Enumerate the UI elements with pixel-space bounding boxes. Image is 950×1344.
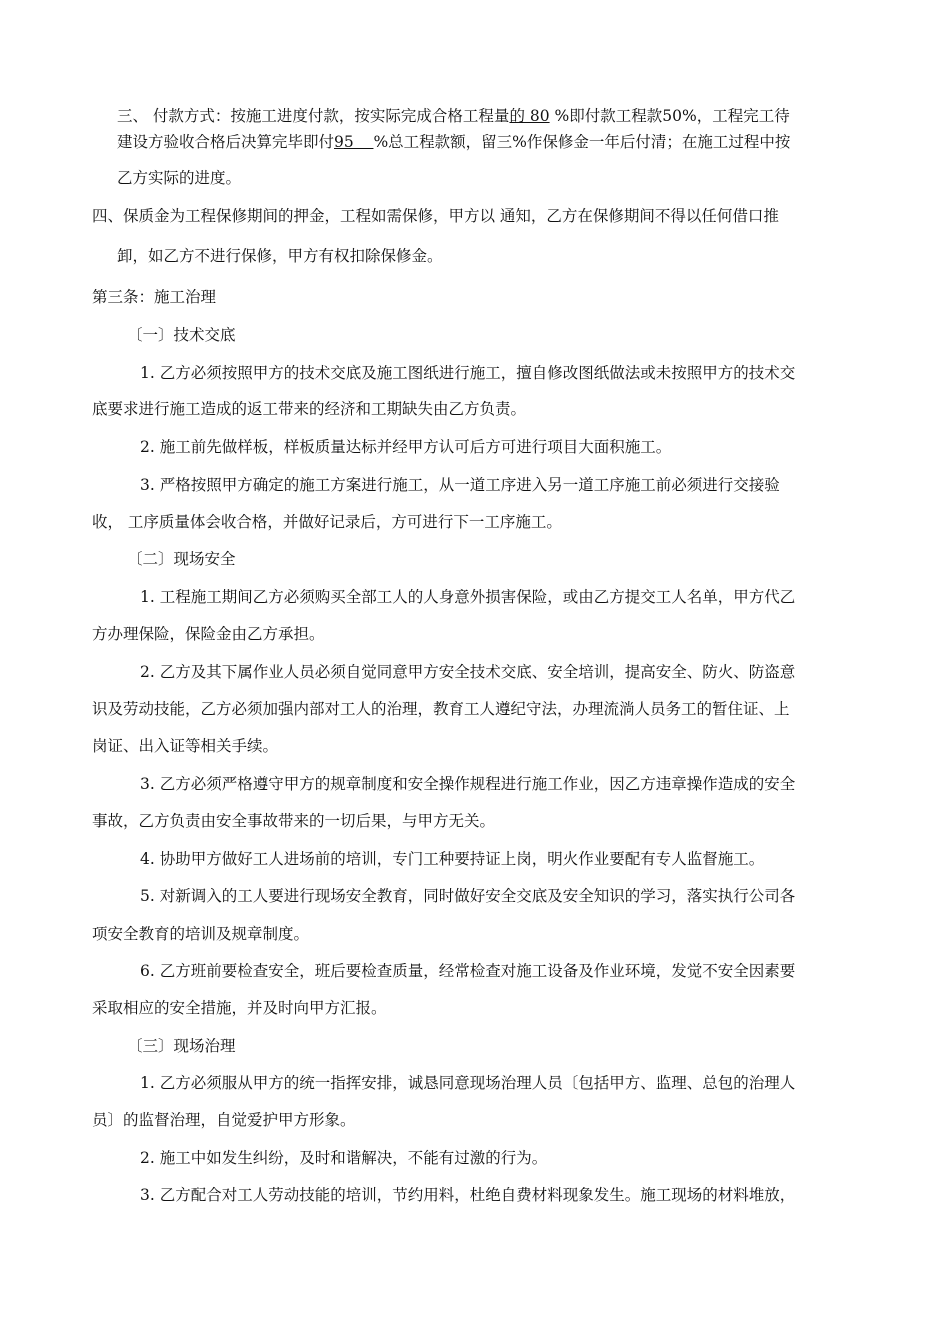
payment-terms-line-3: 乙方实际的进度。: [117, 169, 242, 187]
list-item: 1. 工程施工期间乙方必须购买全部工人的人身意外损害保险，或由乙方提交工人名单，甲方代乙: [140, 588, 796, 606]
article-heading: 第三条：施工治理: [92, 288, 217, 306]
list-item: 5. 对新调入的工人要进行现场安全教育，同时做好安全交底及安全知识的学习，落实执行公司各: [140, 887, 796, 905]
list-item: 6. 乙方班前要检查安全，班后要检查质量，经常检查对施工设备及作业环境，发觉不安全因素要: [140, 962, 796, 980]
list-item-continuation: 员〕的监督治理，自觉爱护甲方形象。: [92, 1111, 356, 1129]
list-item-continuation: 项安全教育的培训及规章制度。: [92, 925, 310, 943]
subsection-heading-3: 〔三〕现场治理: [127, 1037, 236, 1055]
list-item: 1. 乙方必须按照甲方的技术交底及施工图纸进行施工，擅自修改图纸做法或未按照甲方的技术交: [140, 364, 796, 382]
list-item-continuation: 岗证、出入证等相关手续。: [92, 737, 279, 755]
list-item-continuation: 事故，乙方负责由安全事故带来的一切后果，与甲方无关。: [92, 812, 496, 830]
list-item: 3. 严格按照甲方确定的施工方案进行施工，从一道工序进入另一道工序施工前必须进行交接验: [140, 476, 780, 494]
deposit-clause-line-2: 卸，如乙方不进行保修，甲方有权扣除保修金。: [117, 247, 443, 265]
list-item: 4. 协助甲方做好工人进场前的培训，专门工种要持证上岗，明火作业要配有专人监督施工。: [140, 850, 765, 868]
list-item-continuation: 底要求进行施工造成的返工带来的经济和工期缺失由乙方负责。: [92, 400, 527, 418]
list-item-continuation: 方办理保险，保险金由乙方承担。: [92, 625, 325, 643]
payment-terms-line-1: 三、 付款方式：按施工进度付款，按实际完成合格工程量的 80 %即付款工程款50%，工程完工待: [117, 107, 790, 125]
list-item: 2. 施工中如发生纠纷，及时和谐解决，不能有过激的行为。: [140, 1149, 548, 1167]
payment-terms-line-2: 建设方验收合格后决算完毕即付95 %总工程款额，留三%作保修金一年后付清；在施工过程中按: [117, 133, 791, 151]
list-item: 2. 施工前先做样板，样板质量达标并经甲方认可后方可进行项目大面积施工。: [140, 438, 672, 456]
subsection-heading-1: 〔一〕技术交底: [127, 326, 236, 344]
list-item: 3. 乙方必须严格遵守甲方的规章制度和安全操作规程进行施工作业，因乙方违章操作造成的安全: [140, 775, 796, 793]
deposit-clause-line-1: 四、保质金为工程保修期间的押金，工程如需保修，甲方以 通知，乙方在保修期间不得以任何借口推: [92, 207, 779, 225]
list-item-continuation: 采取相应的安全措施，并及时向甲方汇报。: [92, 999, 387, 1017]
list-item-continuation: 收， 工序质量体会收合格，并做好记录后，方可进行下一工序施工。: [92, 513, 562, 531]
subsection-heading-2: 〔二〕现场安全: [127, 550, 236, 568]
list-item: 1. 乙方必须服从甲方的统一指挥安排，诚恳同意现场治理人员〔包括甲方、监理、总包的治理人: [140, 1074, 796, 1092]
list-item-continuation: 识及劳动技能，乙方必须加强内部对工人的治理，教育工人遵纪守法，办理流淌人员务工的暂住证、上: [92, 700, 790, 718]
list-item: 2. 乙方及其下属作业人员必须自觉同意甲方安全技术交底、安全培训，提高安全、防火、防盗意: [140, 663, 796, 681]
list-item: 3. 乙方配合对工人劳动技能的培训，节约用料，杜绝自费材料现象发生。施工现场的材料堆放，: [140, 1186, 796, 1204]
